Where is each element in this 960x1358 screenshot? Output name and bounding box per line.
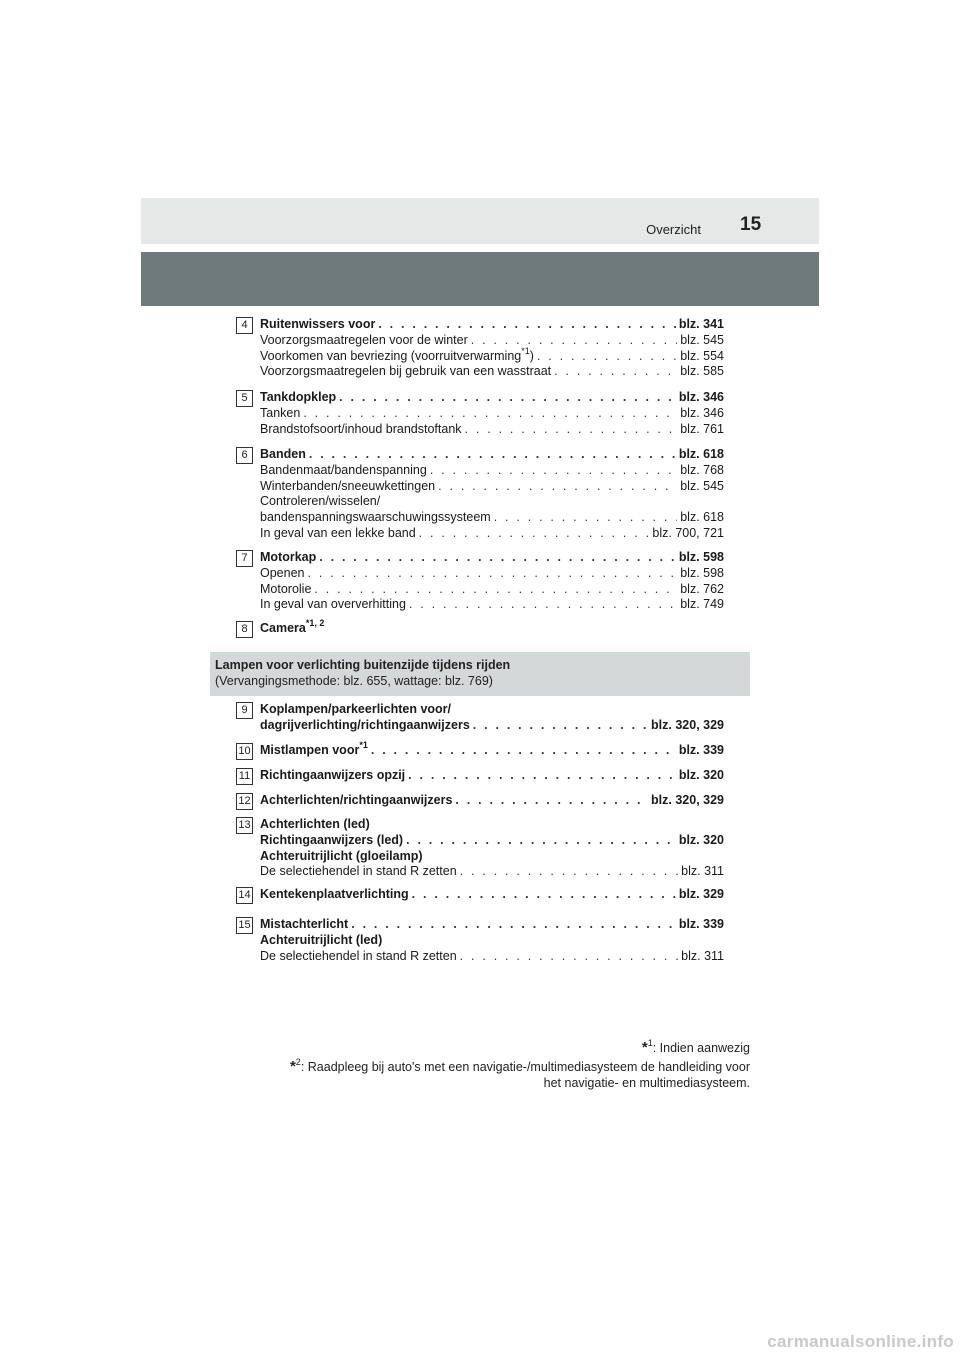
dot-leader — [409, 597, 677, 613]
dot-leader — [460, 949, 678, 965]
dot-leader — [471, 333, 677, 349]
dot-leader — [554, 364, 677, 380]
entry-title-row — [260, 550, 724, 566]
footnote-1-sup: 1 — [647, 1038, 653, 1048]
entry-lines — [260, 817, 724, 880]
page-reference: blz. 320 — [678, 832, 724, 847]
entry-8 — [236, 618, 724, 637]
number-badge: 9 — [236, 702, 253, 719]
entry-6 — [236, 447, 724, 542]
entry-title: Richtingaanwijzers (led) — [260, 832, 404, 847]
footnote-1-star: * — [641, 1039, 648, 1056]
dot-leader — [419, 526, 650, 542]
entry-lines — [260, 550, 724, 613]
section-label: Overzicht — [646, 222, 701, 237]
footnote-ref: *1, 2 — [305, 618, 325, 628]
page-reference: blz. 761 — [680, 421, 724, 436]
entry-12 — [236, 793, 724, 809]
entry-sub-label: In geval van een lekke band — [260, 525, 416, 540]
page-reference: blz. 339 — [678, 917, 724, 931]
page-reference: blz. 320, 329 — [651, 793, 724, 807]
dot-leader — [460, 864, 678, 880]
page-reference: blz. 768 — [680, 462, 724, 477]
entry-14 — [236, 887, 724, 903]
header-bar — [141, 252, 819, 306]
page-reference: blz. 545 — [680, 478, 724, 493]
entry-title: Kentekenplaatverlichting — [260, 887, 409, 901]
entry-title-row — [260, 833, 724, 849]
entry-title: Richtingaanwijzers opzij — [260, 768, 406, 782]
entry-sub-row — [260, 566, 724, 582]
footnote-2 — [236, 1059, 750, 1075]
entry-title: Achterlichten/richtingaanwijzers — [260, 793, 453, 807]
page-reference: blz. 700, 721 — [652, 525, 724, 540]
entry-title-row — [260, 718, 724, 734]
entry-title: Ruitenwissers voor — [260, 317, 376, 331]
entry-sub-row — [260, 345, 724, 365]
entry-sub-label: Controleren/wisselen/ — [260, 494, 381, 509]
footnote-ref: *1 — [359, 740, 368, 750]
entry-sub-row — [260, 406, 724, 422]
dot-leader — [307, 566, 677, 582]
entry-10 — [236, 740, 724, 759]
number-badge: 6 — [236, 447, 253, 464]
footnotes — [236, 1040, 750, 1091]
number-badge: 4 — [236, 317, 253, 334]
number-badge: 15 — [236, 917, 253, 934]
dot-leader — [371, 743, 676, 759]
entry-sub-label: Voorzorgsmaatregelen bij gebruik van een wasstraat — [260, 364, 552, 379]
dot-leader — [438, 479, 677, 495]
dot-leader — [455, 793, 648, 809]
footnote-2-star: * — [289, 1058, 296, 1075]
label-suffix: ) — [529, 348, 534, 363]
number-badge: 10 — [236, 743, 253, 760]
entry-11 — [236, 768, 724, 784]
entry-sub-row — [260, 597, 724, 613]
page-reference: blz. 320, 329 — [651, 717, 724, 732]
entry-title-row — [260, 390, 724, 406]
entry-sub-label: De selectiehendel in stand R zetten — [260, 948, 457, 963]
entry-sub-label: Brandstofsoort/inhoud brandstoftank — [260, 421, 462, 436]
entry-sub-row — [260, 510, 724, 526]
number-badge: 13 — [236, 817, 253, 834]
footnote-1-text: : Indien aanwezig — [652, 1041, 750, 1055]
footnote-2-text-1: : Raadpleeg bij auto's met een navigatie-/multimediasysteem de handleiding voor — [300, 1060, 750, 1074]
page-reference: blz. 346 — [678, 390, 724, 404]
entry-lines — [260, 740, 724, 759]
entry-title-row — [260, 849, 724, 865]
page-reference: blz. 341 — [678, 317, 724, 331]
page-reference: blz. 545 — [680, 332, 724, 347]
number-badge: 14 — [236, 887, 253, 904]
entry-sub-row — [260, 333, 724, 349]
entry-title-row — [260, 618, 724, 637]
entry-lines — [260, 768, 724, 784]
entry-title-row — [260, 917, 724, 933]
number-badge: 5 — [236, 390, 253, 407]
entry-4 — [236, 317, 724, 380]
page-reference: blz. 311 — [681, 948, 724, 963]
page-reference: blz. 749 — [680, 597, 724, 612]
number-badge: 12 — [236, 793, 253, 810]
entry-sub-row — [260, 864, 724, 880]
dot-leader — [309, 447, 676, 463]
page-reference: blz. 585 — [680, 364, 724, 379]
entry-title: Banden — [260, 447, 306, 461]
entry-7 — [236, 550, 724, 613]
entry-sub-row — [260, 526, 724, 542]
page-reference: blz. 618 — [680, 510, 724, 525]
dot-leader — [494, 510, 678, 526]
footnote-1 — [236, 1040, 750, 1056]
entry-title: Mistlampen voor$^{*1}$ — [260, 740, 368, 757]
page-reference: blz. 598 — [678, 550, 724, 564]
lamp-section-title: Lampen voor verlichting buitenzijde tijdens rijden — [215, 658, 511, 672]
page-reference: blz. 311 — [681, 864, 724, 879]
dot-leader — [406, 833, 676, 849]
entry-title: Camera$^{*1, 2}$ — [260, 618, 325, 635]
dot-leader — [465, 422, 678, 438]
entry-title: Motorkap — [260, 550, 317, 564]
page-reference: blz. 598 — [680, 565, 724, 580]
header-band — [141, 198, 819, 244]
entry-title-row — [260, 740, 724, 759]
entry-sub-row — [260, 494, 724, 510]
entry-lines — [260, 887, 724, 903]
entry-lines — [260, 317, 724, 380]
entry-sub-row — [260, 479, 724, 495]
dot-leader — [408, 768, 676, 784]
entry-lines — [260, 702, 724, 734]
entry-sub-row — [260, 463, 724, 479]
page-reference: blz. 339 — [678, 743, 724, 757]
lamp-section-box — [210, 652, 750, 696]
dot-leader — [339, 390, 676, 406]
entry-lines — [260, 917, 724, 964]
entry-title: Achterlichten (led) — [260, 817, 370, 831]
watermark: carmanualsonline.info — [767, 1332, 954, 1351]
entry-5 — [236, 390, 724, 437]
lamp-section-subtitle: (Vervangingsmethode: blz. 655, wattage: blz. 769) — [215, 674, 493, 688]
entry-lines — [260, 390, 724, 437]
dot-leader — [351, 917, 676, 933]
entry-9 — [236, 702, 724, 734]
dot-leader — [412, 887, 676, 903]
entry-title: Tankdopklep — [260, 390, 337, 404]
entry-sub-row — [260, 582, 724, 598]
footnote-2-line-2: het navigatie- en multimediasysteem. — [543, 1076, 750, 1090]
entry-13 — [236, 817, 724, 880]
dot-leader — [430, 463, 677, 479]
page-reference: blz. 320 — [678, 768, 724, 782]
dot-leader — [537, 349, 677, 365]
entry-sub-label: Voorkomen van bevriezing (voorruitverwarming$^{*1}$) — [260, 345, 534, 363]
page-number: 15 — [740, 214, 762, 235]
footnote-ref: *1 — [521, 345, 530, 356]
entry-title: Koplampen/parkeerlichten voor/ — [260, 702, 452, 716]
entry-title-row — [260, 933, 724, 949]
entry-sub-label: bandenspanningswaarschuwingssysteem — [260, 510, 491, 525]
entry-title-row — [260, 887, 724, 903]
entry-15 — [236, 917, 724, 964]
footnote-2-sup: 2 — [295, 1057, 301, 1067]
page-reference: blz. 346 — [680, 405, 724, 420]
entry-sub-label: Winterbanden/sneeuwkettingen — [260, 478, 436, 493]
dot-leader — [314, 582, 677, 598]
entry-sub-label: Openen — [260, 565, 305, 580]
dot-leader — [319, 550, 676, 566]
page-reference: blz. 329 — [678, 887, 724, 901]
number-badge: 8 — [236, 621, 253, 638]
entry-lines — [260, 618, 724, 637]
entry-sub-row — [260, 949, 724, 965]
entry-sub-label: In geval van oververhitting — [260, 597, 406, 612]
entry-title: dagrijverlichting/richtingaanwijzers — [260, 717, 470, 732]
entry-sub-row — [260, 422, 724, 438]
entry-sub-label: De selectiehendel in stand R zetten — [260, 864, 457, 879]
entry-title: Achteruitrijlicht (led) — [260, 932, 383, 947]
page-reference: blz. 554 — [680, 348, 724, 363]
dot-leader — [303, 406, 677, 422]
entry-title-row — [260, 817, 724, 833]
entry-title-row — [260, 317, 724, 333]
number-badge: 7 — [236, 550, 253, 567]
entry-sub-row — [260, 364, 724, 380]
dot-leader — [473, 718, 648, 734]
number-badge: 11 — [236, 768, 253, 785]
entry-sub-label: Tanken — [260, 405, 301, 420]
entry-title-row — [260, 768, 724, 784]
entry-title: Mistachterlicht — [260, 917, 349, 931]
entry-sub-label: Motorolie — [260, 581, 312, 596]
entry-title-row — [260, 702, 724, 718]
entry-lines — [260, 447, 724, 542]
page-reference: blz. 618 — [678, 447, 724, 461]
entry-sub-label: Bandenmaat/bandenspanning — [260, 462, 427, 477]
entry-title-row — [260, 793, 724, 809]
page-reference: blz. 762 — [680, 581, 724, 596]
entry-sub-label: Voorzorgsmaatregelen voor de winter — [260, 332, 468, 347]
entry-title-row — [260, 447, 724, 463]
entry-lines — [260, 793, 724, 809]
entry-title: Achteruitrijlicht (gloeilamp) — [260, 848, 423, 863]
dot-leader — [378, 317, 676, 333]
